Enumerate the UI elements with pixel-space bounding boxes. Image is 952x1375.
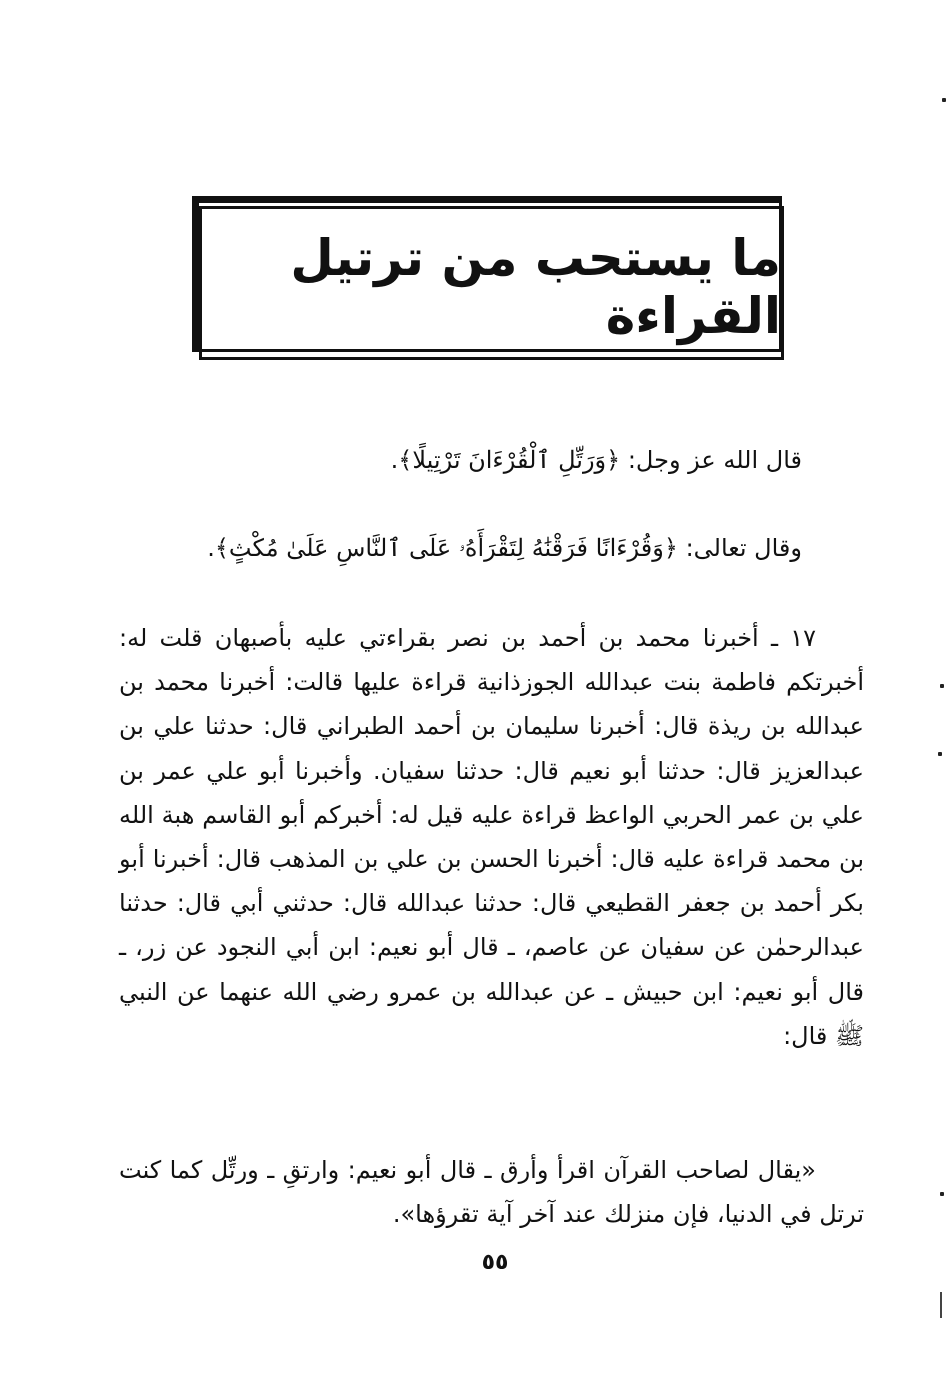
scan-edge-mark <box>940 1192 944 1196</box>
scan-edge-mark <box>938 752 942 756</box>
quran-bracket-open: ﴿ <box>606 446 621 474</box>
quran-verse: وَقُرْءَانًا فَرَقْنَٰهُ لِتَقْرَأَهُۥ عَلَى ٱلنَّاسِ عَلَىٰ مُكْثٍ <box>228 534 664 562</box>
verse-intro: وقال تعالى: <box>685 534 802 562</box>
hadith-quote: «يقال لصاحب القرآن اقرأ وأرق ـ قال أبو نعيم: وارتقِ ـ ورتِّل كما كنت ترتل في الدنيا، فإن منزلك عند آخر آية تقرؤها». <box>119 1156 864 1228</box>
verse-line-2 <box>162 528 802 568</box>
verse-end: . <box>390 446 399 474</box>
page-number: ٥٥ <box>481 1250 509 1275</box>
title-frame <box>199 206 784 360</box>
quran-bracket-close: ﴾ <box>214 534 229 562</box>
hadith-paragraph: ١٧ ـ أخبرنا محمد بن أحمد بن نصر بقراءتي عليه بأصبهان قلت له: أخبرتكم فاطمة بنت عبدالله الجوزذانية قراءة عليها قالت: أخبرنا محمد بن عبدالله بن ريذة قال: أخبرنا سليمان بن أحمد الطبراني قال: حدثنا علي بن عبدالعزيز قال: حدثنا أبو نعيم قال: حدثنا سفيان. وأخبرنا أبو علي عمر بن علي بن عمر الحربي الواعظ قراءة عليه قيل له: أخبركم أبو القاسم هبة الله بن محمد قراءة عليه قال: أخبرنا الحسن بن علي بن المذهب قال: أخبرنا أبو بكر أحمد بن جعفر القطيعي قال: حدثنا عبدالله قال: حدثني أبي قال: حدثنا عبدالرحمٰن عن سفيان عن عاصم، ـ قال أبو نعيم: ابن أبي النجود عن زر، ـ قال أبو نعيم: ابن حبيش ـ عن عبدالله بن عمرو رضي الله عنهما عن النبي ﷺ قال: <box>119 624 864 1050</box>
quran-verse: وَرَتِّلِ ٱلْقُرْءَانَ تَرْتِيلًا <box>412 446 607 474</box>
scan-edge-mark <box>942 98 946 102</box>
verse-intro: قال الله عز وجل: <box>627 446 802 474</box>
quran-bracket-close: ﴾ <box>398 446 413 474</box>
verse-end: . <box>207 534 215 562</box>
verse-line-1 <box>162 440 802 480</box>
scan-edge-line <box>940 1292 942 1318</box>
quran-bracket-open: ﴿ <box>663 534 678 562</box>
scan-edge-mark <box>940 684 944 688</box>
chapter-title: ما يستحب من ترتيل القراءة <box>290 229 781 345</box>
